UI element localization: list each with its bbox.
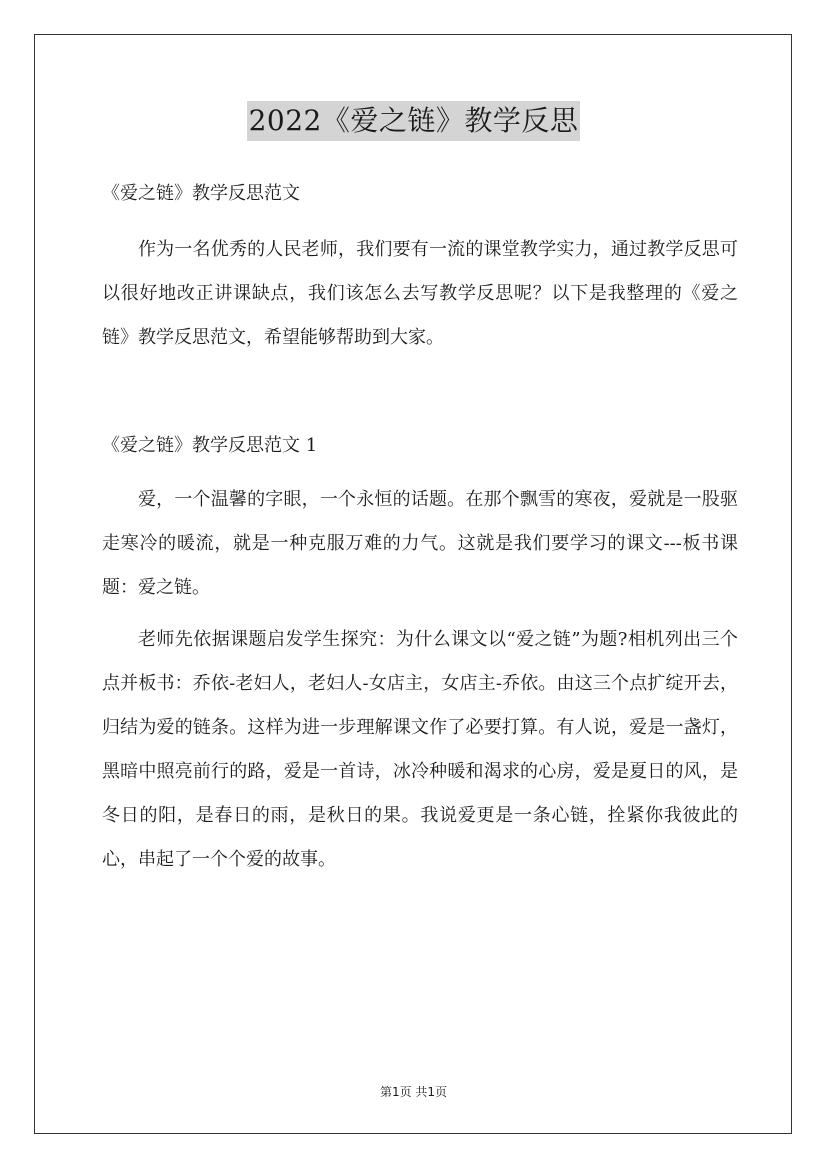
document-body [102,174,738,882]
document-title: 2022《爱之链》教学反思 [247,101,581,141]
title-container [0,101,827,141]
section-heading: 《爱之链》教学反思范文 1 [102,435,318,456]
page-footer: 第1页 共1页 [379,1085,448,1099]
main-heading: 《爱之链》教学反思范文 [102,183,300,204]
body-paragraph-2: 老师先依据课题启发学生探究：为什么课文以“爱之链”为题?相机列出三个点并板书：乔依-老妇人，老妇人-女店主，女店主-乔依。由这三个点扩绽开去，归结为爱的链条。这样为进一步理解课文作了必要打算。有人说，爱是一盏灯，黑暗中照亮前行的路，爱是一首诗，冰冷种暖和渴求的心房，爱是夏日的风，是冬日的阳，是春日的雨，是秋日的果。我说爱更是一条心链，拴紧你我彼此的心，串起了一个个爱的故事。 [102,629,738,870]
intro-paragraph: 作为一名优秀的人民老师，我们要有一流的课堂教学实力，通过教学反思可以很好地改正讲课缺点，我们该怎么去写教学反思呢？以下是我整理的《爱之链》教学反思范文，希望能够帮助到大家。 [102,239,738,348]
body-paragraph-1: 爱，一个温馨的字眼，一个永恒的话题。在那个飘雪的寒夜，爱就是一股驱走寒冷的暖流，就是一种克服万难的力气。这就是我们要学习的课文---板书课题：爱之链。 [102,489,738,598]
